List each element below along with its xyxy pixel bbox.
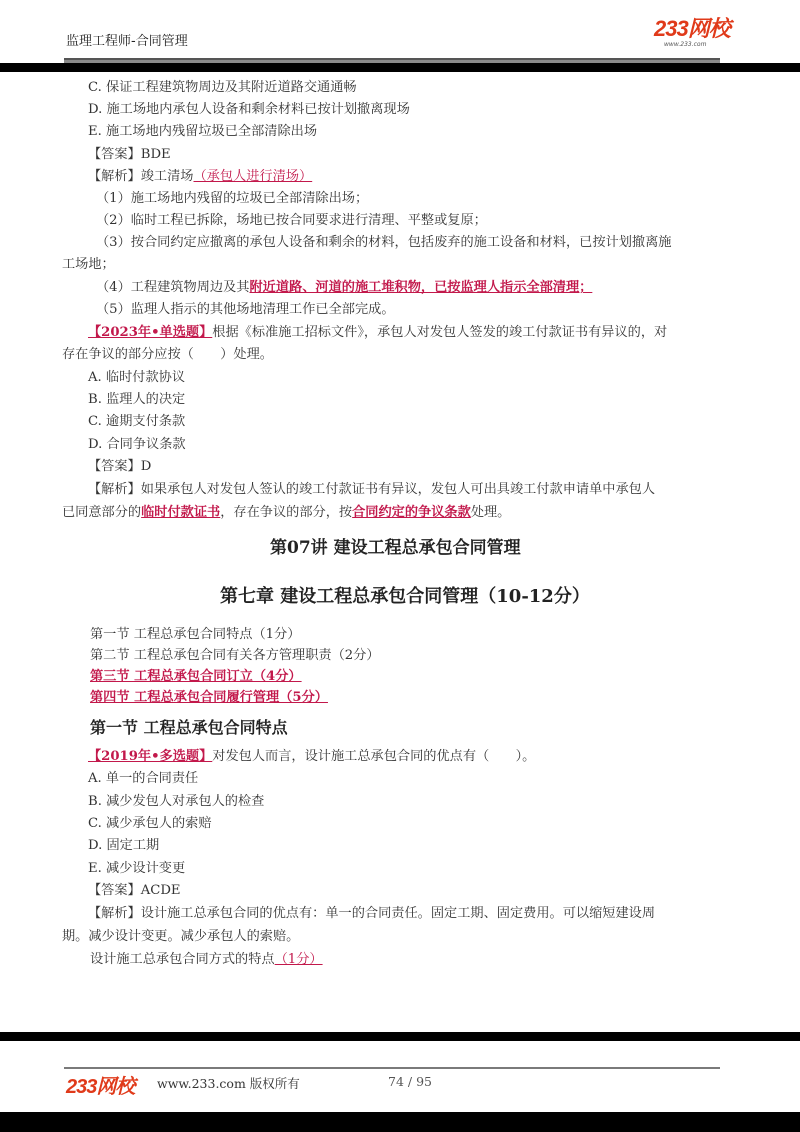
text-span: 第一节 工程总承包合同特点 (90, 718, 288, 737)
text-line (90, 667, 302, 687)
text-line (88, 145, 171, 165)
text-line (88, 792, 264, 812)
text-span: （4）工程建筑物周边及其 (96, 280, 250, 295)
text-span: 【答案】D (88, 459, 152, 474)
footer-rule (64, 1067, 720, 1069)
highlighted-text: 第四节 工程总承包合同履行管理（5分） (90, 690, 328, 705)
text-line (88, 390, 185, 410)
text-span: 工场地； (62, 257, 115, 272)
text-line (96, 233, 671, 253)
text-line (220, 587, 590, 609)
text-span: 第07讲 建设工程总承包合同管理 (270, 538, 521, 558)
text-span: （1）施工场地内残留的垃圾已全部清除出场； (96, 191, 369, 206)
text-span: B. 监理人的决定 (88, 392, 186, 407)
text-line (88, 457, 151, 477)
text-span: 【解析】设计施工总承包合同的优点有：单一的合同责任。固定工期、固定费用。可以缩短建设周 (88, 906, 656, 921)
text-line (88, 747, 535, 767)
text-line (88, 814, 212, 834)
text-span: 【答案】ACDE (88, 883, 181, 898)
document-header-title: 监理工程师-合同管理 (66, 34, 188, 49)
text-span: 【解析】如果承包人对发包人签认的竣工付款证书有异议，发包人可出具竣工付款申请单中承包人 (88, 482, 656, 497)
text-line (88, 412, 185, 432)
highlighted-text: 【2019年•多选题】 (88, 749, 213, 764)
top-black-band (0, 63, 800, 72)
text-line (88, 368, 185, 388)
text-span: 对发包人而言，设计施工总承包合同的优点有（ ）。 (212, 749, 536, 764)
text-line (62, 255, 115, 275)
text-line (88, 167, 312, 187)
text-line (90, 718, 288, 740)
text-span: 第一节 工程总承包合同特点（1分） (90, 627, 301, 642)
text-span: （2）临时工程已拆除，场地已按合同要求进行清理、平整或复原； (96, 213, 487, 228)
text-line (62, 503, 510, 523)
text-line (88, 122, 317, 142)
highlighted-text: 【2023年•单选题】 (88, 325, 213, 340)
text-span: C. 逾期支付条款 (88, 414, 186, 429)
text-line (88, 78, 357, 98)
highlighted-text: 附近道路、河道的施工堆积物，已按监理人指示全部清理； (249, 280, 593, 295)
text-span: D. 施工场地内承包人设备和剩余材料已按计划撤离现场 (88, 102, 410, 117)
text-span: 设计施工总承包合同方式的特点 (90, 952, 275, 967)
text-span: E. 减少设计变更 (88, 861, 186, 876)
text-span: 【解析】竣工清场 (88, 169, 194, 184)
text-span: B. 减少发包人对承包人的检查 (88, 794, 265, 809)
text-span: A. 单一的合同责任 (88, 771, 199, 786)
text-span: （5）监理人指示的其他场地清理工作已全部完成。 (96, 302, 395, 317)
text-line (88, 323, 667, 343)
text-line (88, 435, 186, 455)
page-number: 74 / 95 (388, 1074, 432, 1089)
text-line (88, 480, 655, 500)
highlighted-text: 合同约定的争议条款 (352, 505, 471, 520)
text-line (96, 211, 487, 231)
text-span: E. 施工场地内残留垃圾已全部清除出场 (88, 124, 318, 139)
text-span: 【答案】BDE (88, 147, 171, 162)
text-line (270, 538, 521, 560)
middle-black-band (0, 1032, 800, 1041)
text-line (88, 769, 198, 789)
text-line (96, 300, 395, 320)
highlighted-text: （1分） (274, 952, 323, 967)
text-span: D. 合同争议条款 (88, 437, 186, 452)
brand-logo: 233网校 (654, 16, 730, 41)
text-span: 第二节 工程总承包合同有关各方管理职责（2分） (90, 648, 380, 663)
text-span: ，存在争议的部分，按 (220, 505, 353, 520)
brand-logo-url: www.233.com (664, 41, 707, 48)
text-span: 第七章 建设工程总承包合同管理（10-12分） (220, 586, 590, 607)
text-span: C. 保证工程建筑物周边及其附近道路交通通畅 (88, 80, 357, 95)
text-line (90, 950, 323, 970)
text-line (62, 927, 299, 947)
text-line (88, 904, 655, 924)
text-line (88, 100, 410, 120)
text-line (96, 189, 368, 209)
header-rule (64, 58, 720, 63)
text-span: 已同意部分的 (62, 505, 142, 520)
text-line (88, 859, 185, 879)
footer-brand-logo: 233网校 (66, 1076, 135, 1098)
text-span: （3）按合同约定应撤离的承包人设备和剩余的材料，包括废弃的施工设备和材料，已按计划撤离施 (96, 235, 672, 250)
highlighted-text: 第三节 工程总承包合同订立（4分） (90, 669, 302, 684)
text-span: D. 固定工期 (88, 838, 160, 853)
text-span: 期。减少设计变更。减少承包人的索赔。 (62, 929, 300, 944)
text-span: A. 临时付款协议 (88, 370, 186, 385)
text-span: C. 减少承包人的索赔 (88, 816, 212, 831)
text-line (88, 836, 159, 856)
text-line (90, 625, 300, 645)
text-span: 根据《标准施工招标文件》，承包人对发包人签发的竣工付款证书有异议的，对 (212, 325, 668, 340)
text-line (88, 881, 181, 901)
text-line (62, 345, 273, 365)
text-line (96, 278, 592, 298)
text-line (90, 646, 380, 666)
text-span: 存在争议的部分应按（ ）处理。 (62, 347, 273, 362)
bottom-black-band (0, 1112, 800, 1132)
highlighted-text: （承包人进行清场） (193, 169, 313, 184)
footer-copyright: www.233.com 版权所有 (157, 1076, 300, 1091)
text-span: 处理。 (470, 505, 511, 520)
text-line (90, 688, 328, 708)
highlighted-text: 临时付款证书 (141, 505, 221, 520)
